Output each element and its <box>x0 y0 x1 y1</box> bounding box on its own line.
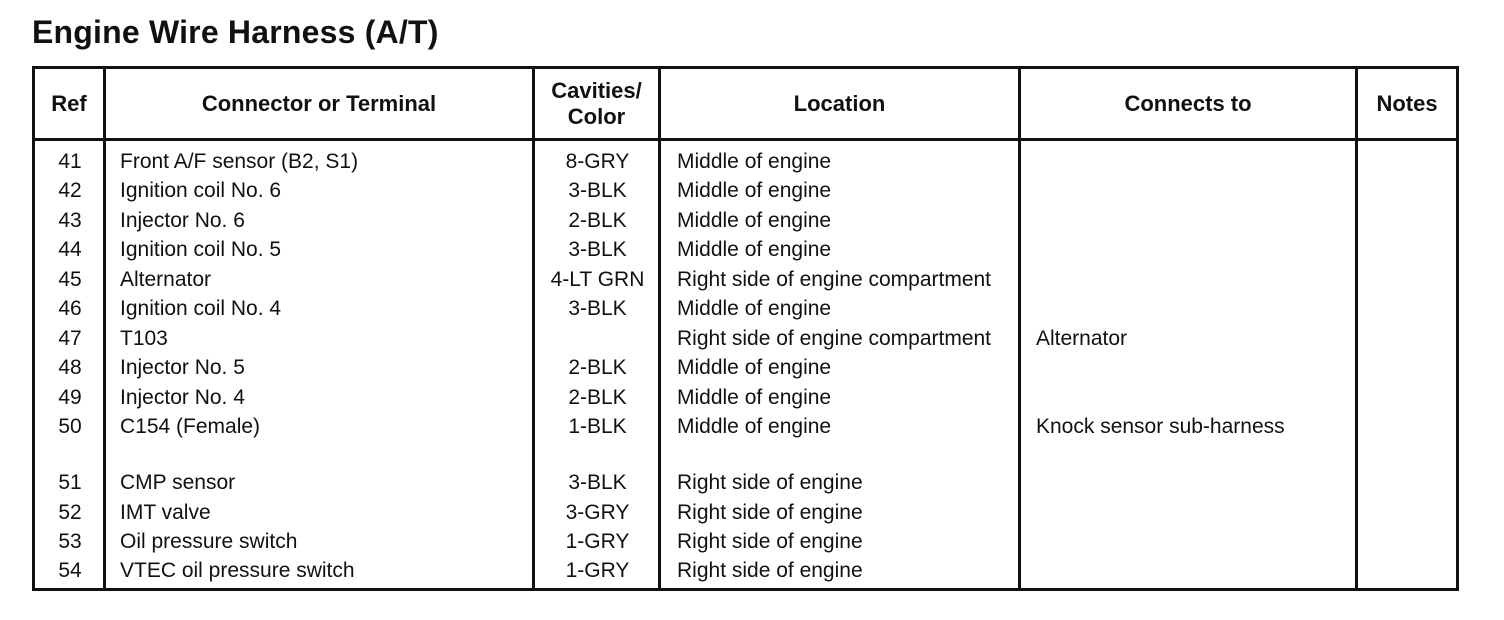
header-connector <box>106 69 532 138</box>
header-cavities <box>535 69 658 138</box>
row-ref: 49 <box>58 386 82 409</box>
row-connector: CMP sensor <box>120 471 236 494</box>
row-cavities: 2-BLK <box>568 209 627 232</box>
header-location-label: Location <box>793 90 886 116</box>
row-cavities <box>505 324 690 353</box>
row-cavities: 3-BLK <box>568 238 627 261</box>
row-location: Right side of engine <box>677 501 863 524</box>
row-cavities: 2-BLK <box>568 356 627 379</box>
page-title: Engine Wire Harness (A/T) <box>32 14 439 50</box>
row-ref: 47 <box>58 327 82 350</box>
row-ref: 48 <box>58 356 82 379</box>
row-location: Right side of engine <box>677 471 863 494</box>
header-location <box>661 69 1018 138</box>
row-location: Middle of engine <box>677 150 832 173</box>
row-connector: Oil pressure switch <box>120 530 298 553</box>
row-cavities: 3-BLK <box>568 179 627 202</box>
row-connects-to: Knock sensor sub-harness <box>1036 415 1285 438</box>
row-location: Right side of engine <box>677 530 863 553</box>
row-connector: C154 (Female) <box>120 415 261 438</box>
row-ref: 41 <box>58 150 82 173</box>
harness-table <box>32 66 1459 591</box>
row-connector: Ignition coil No. 4 <box>120 297 282 320</box>
row-ref: 45 <box>58 268 82 291</box>
header-cavities-line1: Cavities/ <box>551 77 642 103</box>
row-ref: 51 <box>58 471 82 494</box>
row-ref: 53 <box>58 530 82 553</box>
row-location: Right side of engine compartment <box>677 327 992 350</box>
row-location: Right side of engine compartment <box>677 268 992 291</box>
row-cavities: 4-LT GRN <box>550 268 645 291</box>
row-ref: 43 <box>58 209 82 232</box>
header-notes <box>1358 69 1456 138</box>
header-notes-label: Notes <box>1376 90 1438 116</box>
row-cavities: 8-GRY <box>565 150 630 173</box>
row-location: Middle of engine <box>677 297 832 320</box>
row-location: Middle of engine <box>677 386 832 409</box>
row-cavities: 1-BLK <box>568 415 627 438</box>
row-cavities: 3-BLK <box>568 471 627 494</box>
row-cavities: 3-BLK <box>568 297 627 320</box>
header-connects-to <box>1021 69 1355 138</box>
header-connects-to-label: Connects to <box>1124 90 1252 116</box>
column-divider <box>1018 69 1021 588</box>
row-ref: 42 <box>58 179 82 202</box>
header-ref <box>35 69 103 138</box>
column-divider <box>1355 69 1358 588</box>
row-connector: T103 <box>120 327 168 350</box>
row-connector: Injector No. 5 <box>120 356 245 379</box>
header-divider <box>35 138 1456 141</box>
row-connector: Injector No. 6 <box>120 209 245 232</box>
row-connects-to: Alternator <box>1036 327 1128 350</box>
row-location: Middle of engine <box>677 238 832 261</box>
row-connector: Injector No. 4 <box>120 386 245 409</box>
row-connector: IMT valve <box>120 501 211 524</box>
row-cavities: 1-GRY <box>565 559 630 582</box>
row-ref: 54 <box>58 559 82 582</box>
row-location: Middle of engine <box>677 356 832 379</box>
row-location: Middle of engine <box>677 415 832 438</box>
header-connector-label: Connector or Terminal <box>201 90 437 116</box>
row-connector: Ignition coil No. 5 <box>120 238 282 261</box>
header-cavities-line2: Color <box>567 103 626 129</box>
row-connector: Alternator <box>120 268 212 291</box>
row-ref: 46 <box>58 297 82 320</box>
row-location: Middle of engine <box>677 209 832 232</box>
row-cavities: 2-BLK <box>568 386 627 409</box>
row-ref: 52 <box>58 501 82 524</box>
row-cavities: 1-GRY <box>565 530 630 553</box>
header-ref-label: Ref <box>51 90 87 116</box>
row-location: Right side of engine <box>677 559 863 582</box>
row-ref: 44 <box>58 238 82 261</box>
row-connector: VTEC oil pressure switch <box>120 559 355 582</box>
row-connector: Front A/F sensor (B2, S1) <box>120 150 359 173</box>
row-location: Middle of engine <box>677 179 832 202</box>
row-cavities: 3-GRY <box>565 501 630 524</box>
row-connector: Ignition coil No. 6 <box>120 179 282 202</box>
row-ref: 50 <box>58 415 82 438</box>
